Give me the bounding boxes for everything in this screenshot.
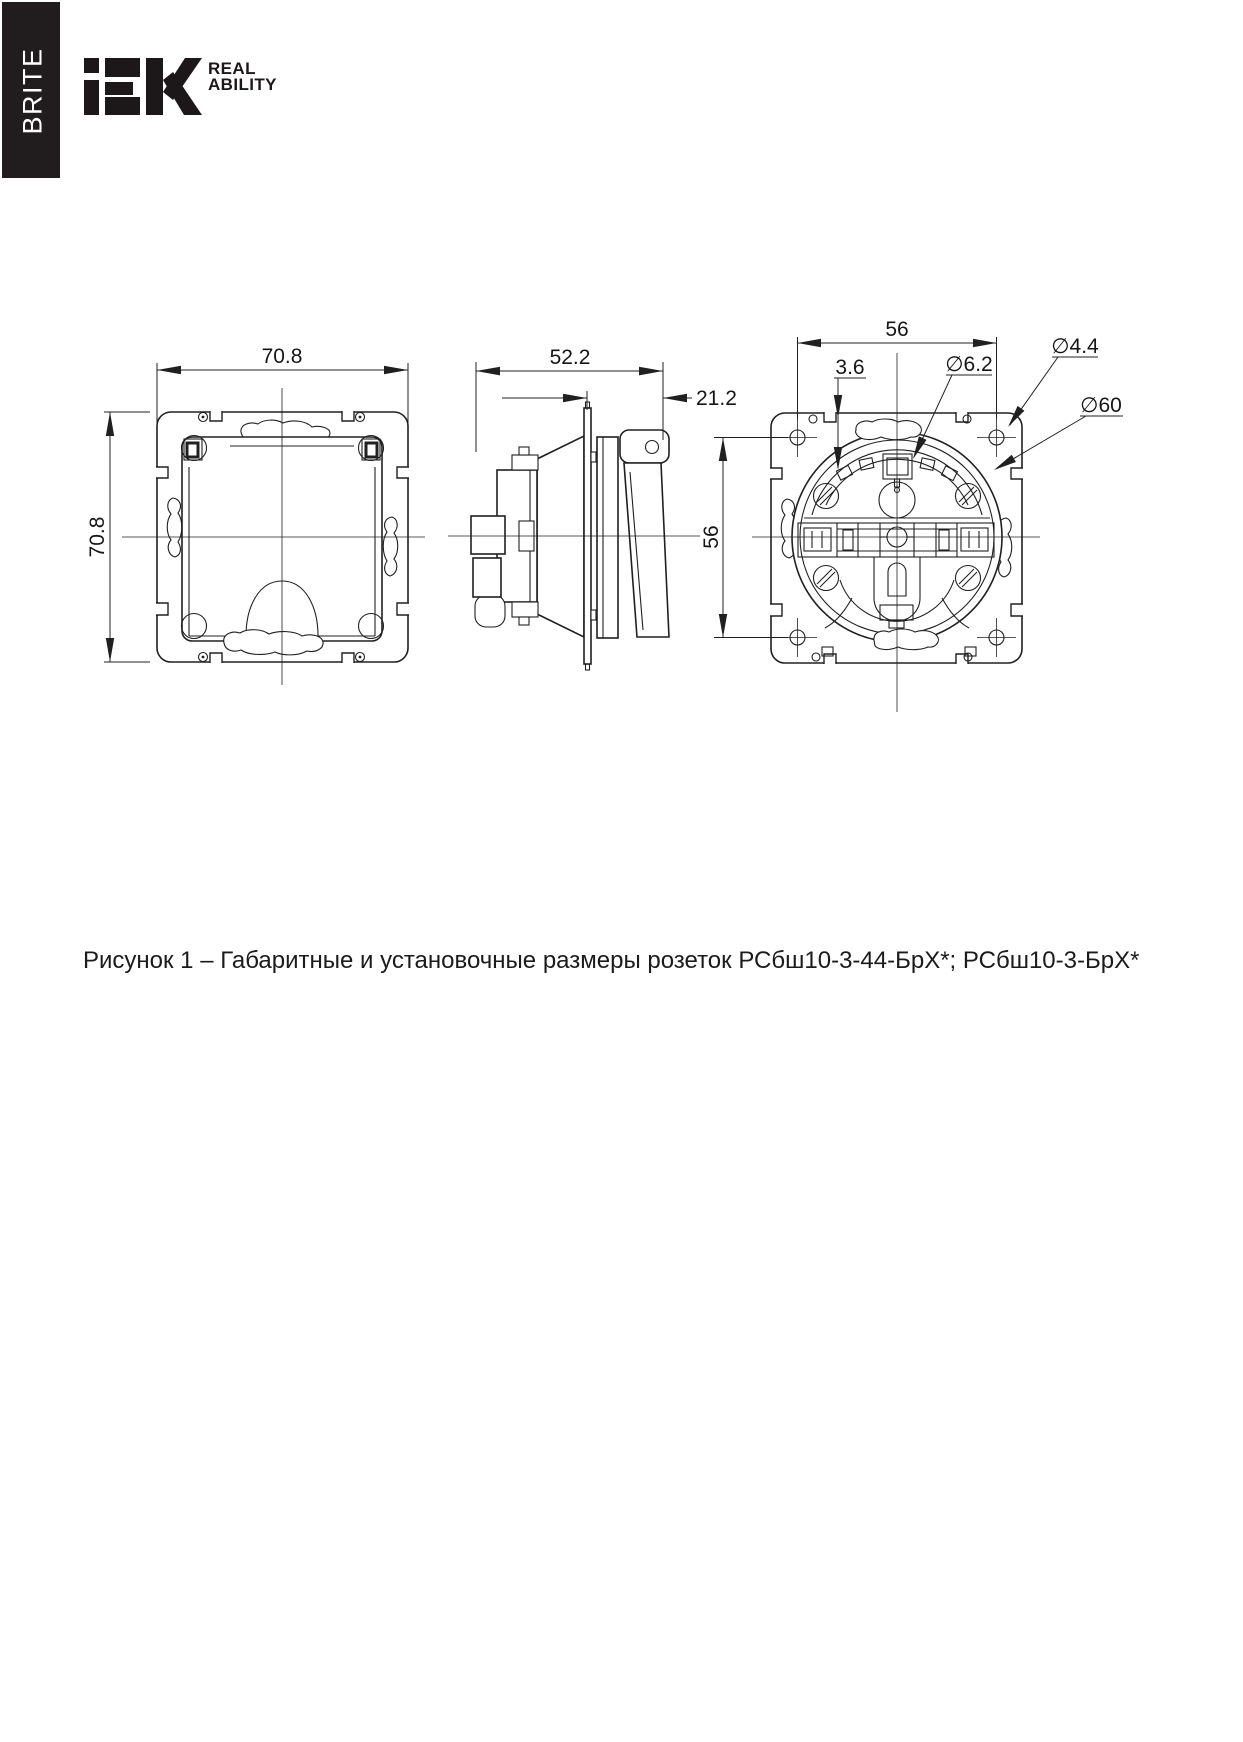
rear-view-drawing bbox=[700, 318, 1123, 712]
brite-series-bar bbox=[2, 2, 60, 178]
rear-body-diameter-callout bbox=[994, 394, 1123, 470]
rear-mount-hole-label: ∅4.4 bbox=[1051, 335, 1099, 358]
side-frame-plate bbox=[597, 437, 618, 638]
side-mechanism bbox=[471, 436, 584, 637]
side-lid-depth-dimension bbox=[502, 387, 737, 410]
side-cover-lid bbox=[620, 430, 669, 637]
rear-width-label: 56 bbox=[885, 318, 909, 341]
brite-series-label: BRITE bbox=[17, 47, 48, 135]
tagline-line1: REAL bbox=[208, 59, 256, 78]
rear-height-label: 56 bbox=[700, 525, 723, 549]
side-depth-label: 52.2 bbox=[549, 346, 591, 369]
logo-tagline bbox=[208, 61, 277, 93]
rear-offset-label: 3.6 bbox=[835, 356, 865, 379]
rear-screw-hole-label: ∅6.2 bbox=[945, 353, 993, 376]
rear-bottom-grip-cutout bbox=[874, 629, 938, 650]
side-lid-depth-label: 21.2 bbox=[696, 387, 737, 410]
tagline-line2: ABILITY bbox=[208, 75, 277, 94]
rear-top-grip-cutout bbox=[856, 419, 922, 440]
side-view-drawing bbox=[448, 346, 737, 670]
front-height-label: 70.8 bbox=[86, 516, 109, 558]
figure-caption: Рисунок 1 – Габаритные и установочные размеры розеток РСбш10-3-44-БрХ*; РСбш10-3-БрХ* bbox=[83, 947, 1140, 974]
front-width-label: 70.8 bbox=[261, 345, 303, 368]
front-view-drawing bbox=[86, 345, 425, 685]
rear-body-diameter-label: ∅60 bbox=[1080, 394, 1122, 417]
iek-logo bbox=[84, 58, 202, 115]
